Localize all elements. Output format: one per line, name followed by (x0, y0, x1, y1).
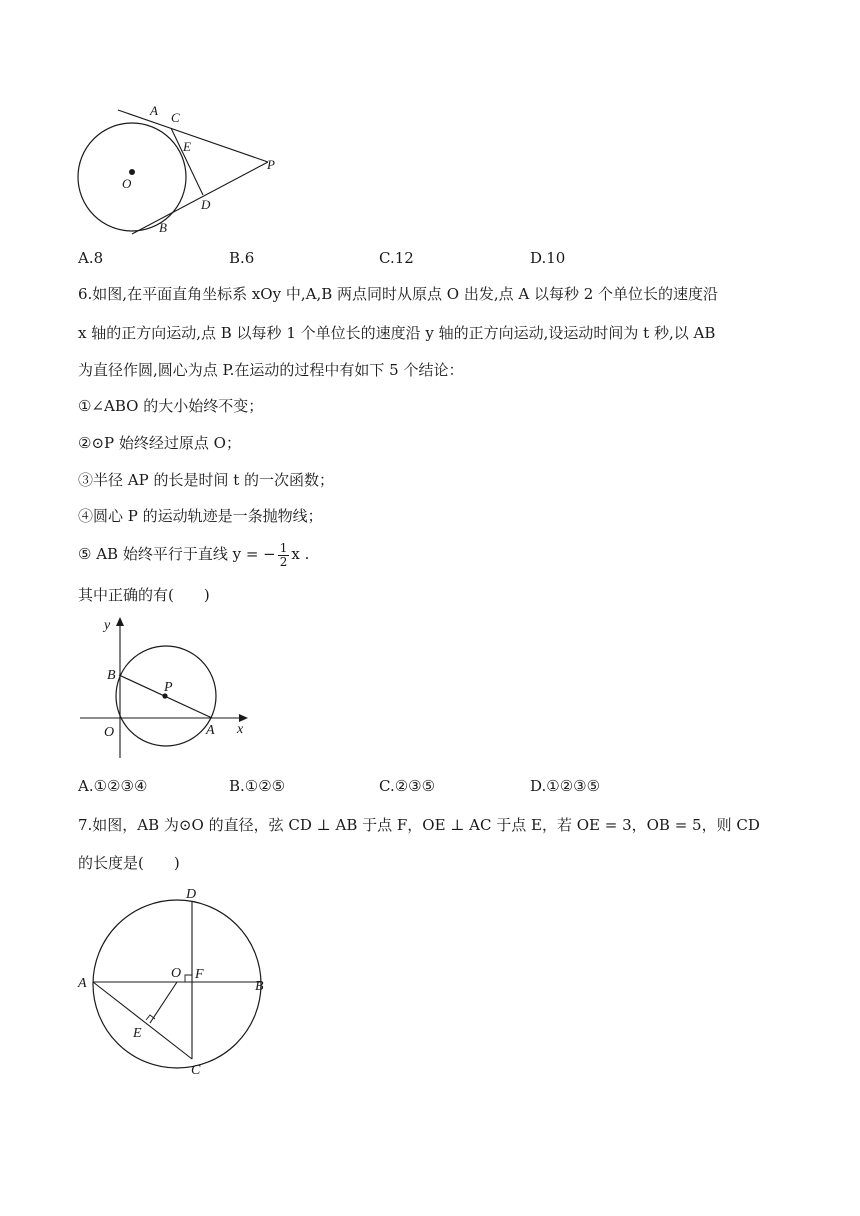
label-e: E (183, 139, 191, 154)
q6-stem-line2: x 轴的正方向运动,点 B 以每秒 1 个单位长的速度沿 y 轴的正方向运动,设运动时间为 t 秒,以 AB (78, 324, 716, 342)
q6-stem-line1: 6.如图,在平面直角坐标系 xOy 中,A,B 两点同时从原点 O 出发,点 A 以每秒 2 个单位长的速度沿 (78, 285, 719, 303)
q7-stem-line2: 的长度是( ) (78, 854, 180, 872)
label-c: C (191, 1063, 201, 1078)
tangent-pb (132, 162, 268, 234)
q6-c5-suffix: x . (291, 545, 310, 563)
label-a: A (150, 103, 158, 118)
q5-option-a: A.8 (78, 249, 104, 267)
right-angle-e (146, 1015, 155, 1020)
q6-conclusion-4: ④圆心 P 的运动轨迹是一条抛物线； (78, 507, 323, 525)
label-d: D (186, 887, 197, 902)
circle-o (78, 123, 186, 231)
q6-conclusion-3: ③半径 AP 的长是时间 t 的一次函数； (78, 471, 335, 489)
q6-stem-line3: 为直径作圆,圆心为点 P.在运动的过程中有如下 5 个结论： (78, 361, 464, 379)
q6-option-b: B.①②⑤ (229, 777, 286, 795)
label-b: B (107, 668, 116, 683)
label-p: P (164, 680, 173, 695)
figure-coordinate-circle (76, 612, 256, 762)
label-o: O (171, 966, 182, 981)
q6-option-d: D.①②③⑤ (530, 777, 601, 795)
label-a: A (206, 723, 215, 738)
figure-chord-circle (72, 884, 272, 1080)
label-d: D (201, 197, 211, 212)
y-axis-arrow (116, 617, 124, 626)
frac-numerator: 1 (279, 540, 288, 555)
q5-option-b: B.6 (229, 249, 255, 267)
circle-o (93, 900, 261, 1068)
label-y: y (104, 618, 111, 633)
figure-tangent-circle (70, 98, 290, 240)
center-dot (129, 169, 135, 175)
q6-conclusion-2: ②⊙P 始终经过原点 O； (78, 434, 241, 452)
frac-denominator: 2 (279, 554, 288, 569)
q6-conclusion-5 (78, 540, 309, 569)
x-axis-arrow (239, 714, 248, 722)
chord-ac (93, 982, 192, 1059)
q6-question: 其中正确的有( ) (78, 586, 210, 604)
q7-stem-line1: 7.如图，AB 为⊙O 的直径，弦 CD ⊥ AB 于点 F，OE ⊥ AC 于点 E，若 OE = 3，OB = 5，则 CD (78, 816, 760, 834)
fraction-one-half (278, 542, 290, 569)
label-f: F (195, 967, 204, 982)
label-x: x (237, 722, 244, 737)
q6-conclusion-1: ①∠ABO 的大小始终不变； (78, 397, 264, 415)
label-o: O (104, 725, 115, 740)
q5-option-d: D.10 (530, 249, 566, 267)
label-b: B (255, 979, 264, 994)
q6-c5-prefix: ⑤ AB 始终平行于直线 y = − (78, 545, 276, 563)
q6-option-c: C.②③⑤ (379, 777, 436, 795)
q5-option-c: C.12 (379, 249, 414, 267)
label-o: O (122, 176, 132, 191)
label-p: P (267, 157, 275, 172)
label-c: C (171, 110, 180, 125)
label-e: E (133, 1026, 142, 1041)
segment-oe (150, 982, 177, 1023)
tangent-pa (118, 110, 268, 162)
label-a: A (78, 976, 87, 991)
q6-option-a: A.①②③④ (78, 777, 148, 795)
label-b: B (159, 220, 167, 235)
right-angle-f (185, 975, 192, 982)
